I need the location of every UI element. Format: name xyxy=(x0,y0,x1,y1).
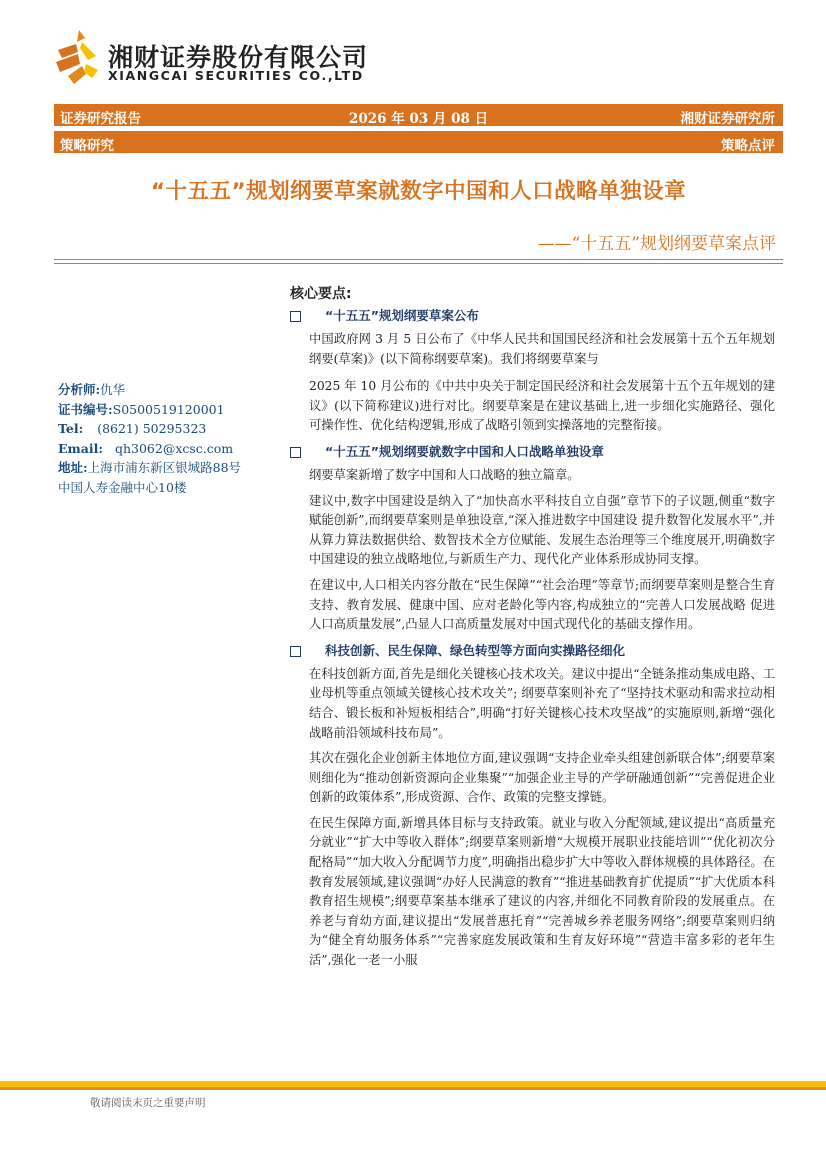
paragraph: 建议中,数字中国建设是纳入了“加快高水平科技自立自强”章节下的子议题,侧重“数字赋能创新”,而纲要草案则是单独设章,“深入推进数字中国建设 提升数智化发展水平”,并从算力算法数据供给、数智技术全方位赋能、发展生态治理等三个维度展开,明确数字中国建设的独立战略地位,与新质生产力、现代化产业体系形成协同支撑。 xyxy=(309,493,775,567)
tel-label: Tel: xyxy=(58,421,84,437)
cert-label: 证书编号: xyxy=(58,401,113,417)
analyst-name: 仇华 xyxy=(100,382,126,397)
email-address[interactable]: qh3062@xcsc.com xyxy=(114,440,234,456)
paragraph: 在科技创新方面,首先是细化关键核心技术攻关。建议中提出“全链条推动集成电路、工业母机等重点领域关键核心技术攻关”; 纲要草案则补充了“坚持技术驱动和需求拉动相结合、锻长板和补短板相结合”,明确“打好关键核心技术攻坚战”的实施原则,新增“强化战略前沿领域科技布局”。 xyxy=(309,666,775,740)
tel-row xyxy=(58,419,283,439)
title-divider xyxy=(54,259,783,260)
report-date: 2026 年 03 月 08 日 xyxy=(348,111,489,127)
category-bar xyxy=(54,131,783,153)
company-name-en: XIANGCAI SECURITIES CO.,LTD xyxy=(108,68,364,83)
email-label: Email: xyxy=(58,440,103,456)
main-content xyxy=(290,306,775,977)
analyst-label: 分析师: xyxy=(58,382,101,397)
section-title: 科技创新、民生保障、绿色转型等方面向实操路径细化 xyxy=(325,642,626,658)
checkbox-bullet-icon xyxy=(290,646,301,657)
analyst-name-row xyxy=(58,380,283,400)
checkbox-bullet-icon xyxy=(290,311,301,322)
email-row xyxy=(58,439,283,459)
section-heading xyxy=(290,641,775,661)
research-category: 策略研究 xyxy=(60,138,114,154)
cert-row xyxy=(58,400,283,420)
address-line-2: 中国人寿金融中心10楼 xyxy=(58,479,187,495)
company-logo-icon xyxy=(52,28,102,88)
report-title: “十五五”规划纲要草案就数字中国和人口战略单独设章 xyxy=(150,179,687,204)
report-subtype: 策略点评 xyxy=(721,138,775,154)
address-label: 地址: xyxy=(58,460,88,476)
company-name-cn: 湘财证券股份有限公司 xyxy=(108,43,369,72)
paragraph: 在民生保障方面,新增具体目标与支持政策。就业与收入分配领域,建议提出“高质量充分就业”“扩大中等收入群体”;纲要草案则新增“大规模开展职业技能培训”“优化初次分配格局”“加大收入分配调节力度”,明确指出稳步扩大中等收入群体规模的具体路径。在教育发展领域,建议强调“办好人民满意的教育”“推进基础教育扩优提质”“扩大优质本科教育招生规模”;纲要草案基本继承了建议的内容,并细化不同教育阶段的发展重点。在养老与育幼方面,建议提出“发展普惠托育”“完善城乡养老服务网络”;纲要草案则归纳为“健全育幼服务体系”“完善家庭发展政策和生育友好环境”“营造丰富多彩的老年生活”,强化一老一小服 xyxy=(309,815,775,968)
paragraph: 其次在强化企业创新主体地位方面,建议强调“支持企业牵头组建创新联合体”;纲要草案则细化为“推动创新资源向企业集聚”“加强企业主导的产学研融通创新”“完善促进企业创新的政策体系”,形成资源、合作、政策的完整支撑链。 xyxy=(309,751,775,805)
cert-number: S0500519120001 xyxy=(112,401,225,417)
report-info-bar xyxy=(54,104,783,126)
paragraph: 中国政府网 3 月 5 日公布了《中华人民共和国国民经济和社会发展第十五个五年规划纲要(草案)》(以下简称纲要草案)。我们将纲要草案与 xyxy=(309,332,775,366)
paragraph: 2025 年 10 月公布的《中共中央关于制定国民经济和社会发展第十五个五年规划的建议》(以下简称建议)进行对比。纲要草案是在建议基础上,进一步细化实施路径、强化可操作性、优化结构逻辑,形成了战略引领到实操落地的完整衔接。 xyxy=(309,379,775,433)
address-line-1: 上海市浦东新区银城路88号 xyxy=(87,460,242,476)
paragraph: 纲要草案新增了数字中国和人口战略的独立篇章。 xyxy=(309,467,580,482)
section-heading xyxy=(290,442,775,462)
title-divider-thin xyxy=(54,263,783,264)
section-heading xyxy=(290,306,775,326)
section-title: “十五五”规划纲要草案公布 xyxy=(325,308,479,323)
core-points-heading: 核心要点: xyxy=(290,286,352,302)
paragraph: 在建议中,人口相关内容分散在“民生保障”“社会治理”等章节;而纲要草案则是整合生育支持、教育发展、健康中国、应对老龄化等内容,构成独立的“完善人口发展战略 促进人口高质量发展”,凸显人口高质量发展对中国式现代化的基础支撑作用。 xyxy=(309,577,775,632)
section-title: “十五五”规划纲要就数字中国和人口战略单独设章 xyxy=(325,443,604,459)
footer-stripe-accent xyxy=(0,1087,826,1090)
report-subtitle: ——“十五五”规划纲要草案点评 xyxy=(537,234,776,254)
institute-name: 湘财证券研究所 xyxy=(680,111,775,127)
tel-number: (8621) 50295323 xyxy=(97,421,207,437)
analyst-info xyxy=(58,380,283,498)
report-type: 证券研究报告 xyxy=(60,111,141,127)
address-row xyxy=(58,458,283,478)
footer-disclaimer: 敬请阅读末页之重要声明 xyxy=(90,1097,206,1109)
checkbox-bullet-icon xyxy=(290,447,301,458)
